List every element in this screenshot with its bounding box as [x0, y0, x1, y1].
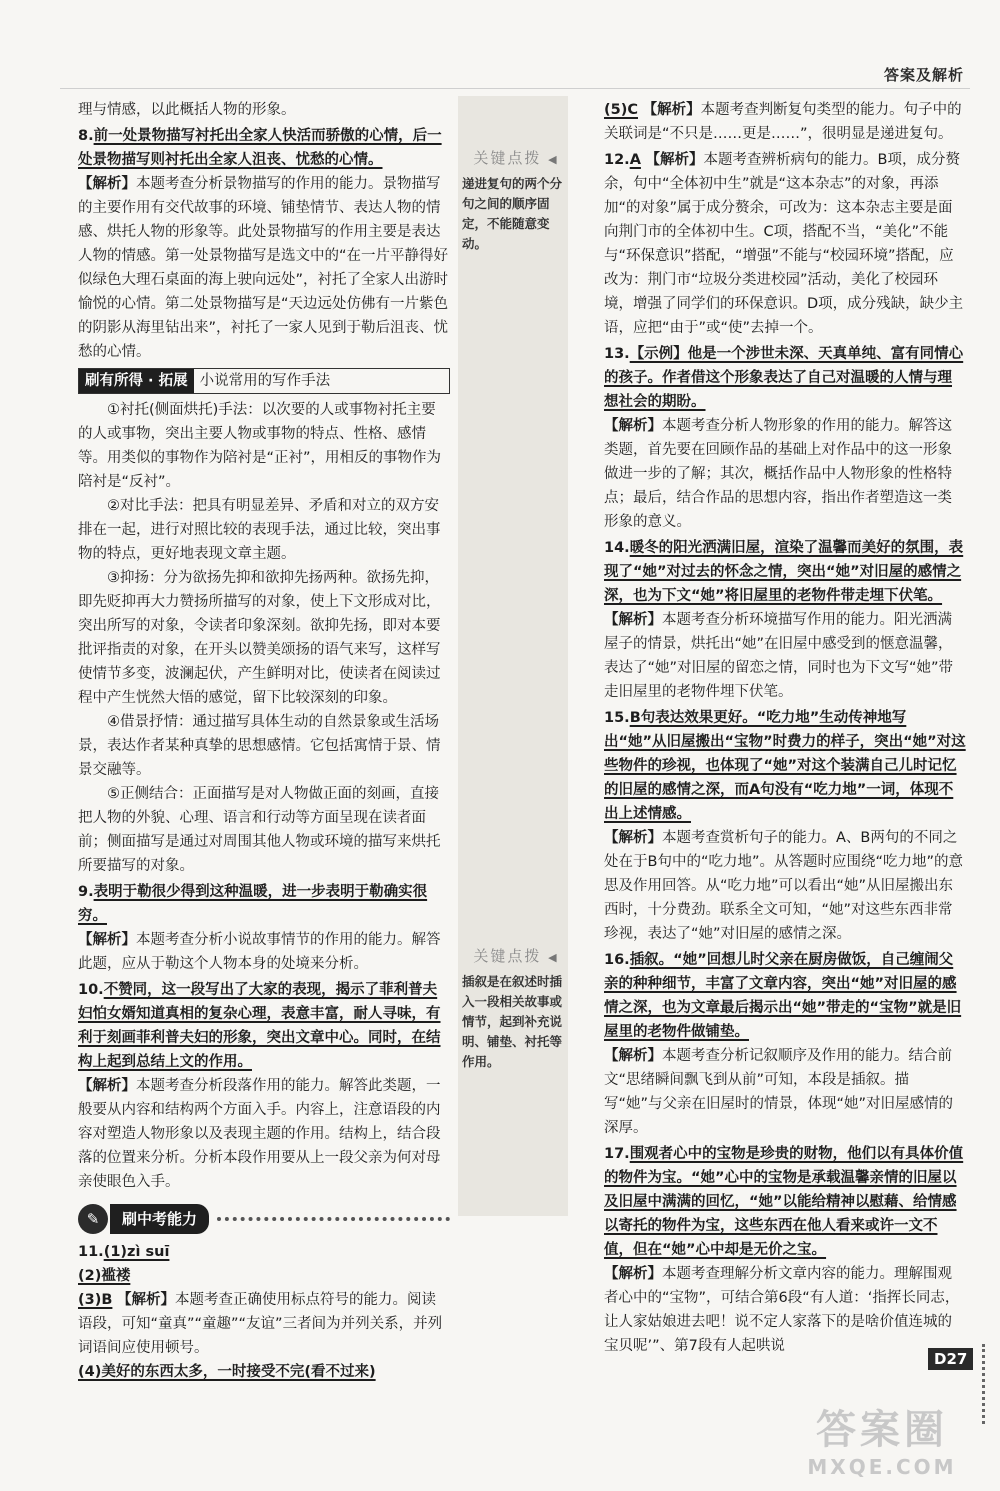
technique-3: ③抑扬：分为欲扬先抑和欲抑先扬两种。欲扬先抑，即先贬抑再大力赞扬所描写的对象，使上下文形成对比，突出所写的对象，令读者印象深刻。欲抑先扬，即对本要批评指责的对象，在开头以赞美颂扬的语气来写，这样写使情节多变，波澜起伏，产生鲜明对比，使读者在阅读过程中产生恍然大悟的感觉，留下比较深刻的印象。	[78, 570, 441, 706]
question-number: 10.	[78, 982, 104, 998]
answer-text: 暖冬的阳光洒满旧屋，渲染了温馨而美好的氛围，表现了“她”对过去的怀念之情，突出“她”对旧屋的感情之深，也为下文“她”将旧屋里的老物件带走埋下伏笔。	[604, 540, 964, 604]
analysis-label: 【解析】	[604, 830, 662, 846]
question-14	[604, 536, 966, 608]
analysis-text: 本题考查赏析句子的能力。A、B两句的不同之处在于B句中的“吃力地”。从答题时应围绕“吃力地”的意思及作用回答。从“吃力地”可以看出“她”从旧屋搬出东西时，十分费劲。联系全文可知，“她”对这些东西非常珍视，表达了“她”对旧屋的感情之深。	[604, 830, 963, 942]
side-note-title: 关键点拨	[473, 947, 542, 965]
sub-answer-2: (2)褴褛	[78, 1268, 131, 1284]
question-11	[78, 1240, 450, 1264]
analysis-9	[78, 928, 450, 976]
left-column	[78, 98, 450, 1384]
sub-answer-3	[78, 1288, 450, 1360]
banner-title: 小说常用的写作手法	[199, 373, 331, 389]
question-number: 12.	[604, 152, 630, 168]
question-number: 16.	[604, 952, 630, 968]
analysis-label: 【解析】	[78, 176, 136, 192]
sub-answer-4: (4)美好的东西太多，一时接受不完(看不过来)	[78, 1364, 376, 1380]
question-11-5	[604, 98, 966, 146]
extension-banner	[78, 368, 450, 394]
answer-text: A	[629, 152, 641, 168]
question-12	[604, 148, 966, 340]
analysis-label: 【解析】	[604, 1048, 662, 1064]
header-divider	[60, 88, 970, 89]
question-8	[78, 124, 450, 172]
analysis-label: 【解析】	[604, 1266, 662, 1282]
question-number: 9.	[78, 884, 94, 900]
pencil-icon: ✎	[78, 1204, 108, 1234]
analysis-label: 【解析】	[604, 612, 662, 628]
analysis-14	[604, 608, 966, 704]
answer-text: 【示例】他是一个涉世未深、天真单纯、富有同情心的孩子。作者借这个形象表达了自己对温暖的人情与理想社会的期盼。	[604, 346, 964, 410]
answer-text: B句表达效果更好。“吃力地”生动传神地写出“她”从旧屋搬出“宝物”时费力的样子，突出“她”对这些物件的珍视，也体现了“她”对这个装满自己儿时记忆的旧屋的感情之深，而A句没有“吃力地”一词，体现不出上述情感。	[604, 710, 966, 822]
analysis-text: 本题考查正确使用标点符号的能力。阅读语段，可知“童真”“童趣”“友谊”三者间为并列关系，并列词语间应使用顿号。	[78, 1292, 443, 1356]
continuation-text: 理与情感，以此概括人物的形象。	[78, 102, 296, 118]
analysis-16	[604, 1044, 966, 1140]
arrow-left-icon: ◀	[548, 951, 559, 964]
analysis-text: 本题考查判断复句类型的能力。句子中的关联词是“不只是……更是……”，很明显是递进复句。	[604, 102, 962, 142]
question-17	[604, 1142, 966, 1262]
analysis-text: 本题考查分析环境描写作用的能力。阳光洒满屋子的情景，烘托出“她”在旧屋中感受到的惬意温馨，表达了“她”对旧屋的留恋之情，同时也为下文写“她”带走旧屋里的老物件埋下伏笔。	[604, 612, 954, 700]
analysis-label: 【解析】	[642, 102, 701, 118]
watermark	[782, 1398, 982, 1479]
question-9	[78, 880, 450, 928]
technique-4: ④借景抒情：通过描写具体生动的自然景象或生活场景，表达作者某种真挚的思想感情。它包括寓情于景、情景交融等。	[78, 714, 441, 778]
side-note-1	[462, 148, 570, 254]
analysis-text: 本题考查分析景物描写的作用的能力。景物描写的主要作用有交代故事的环境、铺垫情节、表达人物的情感、烘托人物的形象等。此处景物描写的作用主要是表达人物的情感。第一处景物描写是选文中的“在一片平静得好似绿色大理石桌面的海上驶向远处”，衬托了全家人出游时愉悦的心情。第二处景物描写是“天边远处仿佛有一片紫色的阴影从海里钻出来”，衬托了一家人见到于勒后沮丧、忧愁的心情。	[78, 176, 449, 360]
analysis-text: 本题考查分析小说故事情节的作用的能力。解答此题，应从于勒这个人物本身的处境来分析。	[78, 932, 441, 972]
side-note-text: 递进复句的两个分句之间的顺序固定，不能随意变动。	[462, 176, 563, 251]
section-header	[78, 1204, 450, 1234]
question-number: 11.	[78, 1244, 104, 1260]
page-number: D27	[928, 1348, 973, 1370]
analysis-8	[78, 172, 450, 364]
analysis-label: 【解析】	[78, 1078, 136, 1094]
question-13	[604, 342, 966, 414]
sub-answer-3-label: (3)B	[78, 1292, 113, 1308]
side-note-title: 关键点拨	[473, 149, 542, 167]
technique-1: ①衬托(侧面烘托)手法：以次要的人或事物衬托主要的人或事物，突出主要人物或事物的特点、性格、感情等。用类似的事物作为陪衬是“正衬”，用相反的事物作为陪衬是“反衬”。	[78, 402, 442, 490]
question-number: 15.	[604, 710, 630, 726]
question-number: 8.	[78, 128, 94, 144]
question-10	[78, 978, 450, 1074]
watermark-url: MXQE.COM	[807, 1455, 957, 1479]
technique-5: ⑤正侧结合：正面描写是对人物做正面的刻画，直接把人物的外貌、心理、语言和行动等方面呈现在读者面前；侧面描写是通过对周围其他人物或环境的描写来烘托所要描写的对象。	[78, 786, 441, 874]
analysis-17	[604, 1262, 966, 1358]
section-title: 刷中考能力	[110, 1204, 209, 1234]
banner-tag: 刷有所得 · 拓展	[79, 369, 194, 393]
analysis-10	[78, 1074, 450, 1194]
question-15	[604, 706, 966, 826]
question-number: 17.	[604, 1146, 630, 1162]
arrow-left-icon: ◀	[548, 153, 559, 166]
answer-text: 围观者心中的宝物是珍贵的财物，他们以有具体价值的物件为宝。“她”心中的宝物是承载温馨亲情的旧屋以及旧屋中满满的回忆，“她”以能给精神以慰藉、给情感以寄托的物件为宝，这些东西在他人看来或许一文不值，但在“她”心中却是无价之宝。	[604, 1146, 964, 1258]
right-column	[604, 98, 966, 1358]
sub-answer-1: (1)zì suī	[103, 1244, 170, 1260]
technique-2: ②对比手法：把具有明显差异、矛盾和对立的双方安排在一起，进行对照比较的表现手法，通过比较，突出事物的特点，更好地表现文章主题。	[78, 498, 441, 562]
analysis-text: 本题考查分析段落作用的能力。解答此类题，一般要从内容和结构两个方面入手。内容上，注意语段的内容对塑造人物形象以及表现主题的作用。结构上，结合段落的位置来分析。分析本段作用要从上一段父亲为何对母亲使眼色入手。	[78, 1078, 441, 1190]
dotted-divider	[217, 1217, 450, 1221]
header-label: 答案及解析	[883, 66, 964, 84]
analysis-label: 【解析】	[645, 152, 704, 168]
answer-text: 不赞同，这一段写出了大家的表现，揭示了菲利普夫妇怕女婿知道真相的复杂心理，表意丰富，耐人寻味，有利于刻画菲利普夫妇的形象，突出文章中心。同时，在结构上起到总结上文的作用。	[78, 982, 441, 1070]
watermark-logo: 答案圈	[816, 1407, 948, 1453]
answer-text: 表明于勒很少得到这种温暖，进一步表明于勒确实很穷。	[78, 884, 428, 924]
question-number: 14.	[604, 540, 630, 556]
analysis-text: 本题考查分析记叙顺序及作用的能力。结合前文“思绪瞬间飘飞到从前”可知，本段是插叙。描写“她”与父亲在旧屋时的情景，体现“她”对旧屋感情的深厚。	[604, 1048, 954, 1136]
analysis-text: 本题考查理解分析文章内容的能力。理解围观者心中的“宝物”，可结合第6段“有人道：‘指挥长同志，让人家姑娘进去吧！说不定人家落下的是啥价值连城的宝贝呢’”、第7段有人起哄说	[604, 1266, 960, 1354]
side-note-2	[462, 946, 570, 1072]
analysis-label: 【解析】	[604, 418, 662, 434]
question-number: 13.	[604, 346, 630, 362]
analysis-15	[604, 826, 966, 946]
analysis-label: 【解析】	[78, 932, 136, 948]
analysis-13	[604, 414, 966, 534]
side-note-text: 插叙是在叙述时插入一段相关故事或情节，起到补充说明、铺垫、衬托等作用。	[462, 974, 563, 1069]
answer-text: 插叙。“她”回想儿时父亲在厨房做饭，自己缠闹父亲的种种细节，丰富了文章内容，突出“她”对旧屋的感情之深，也为文章最后揭示出“她”带走的“宝物”就是旧屋里的老物件做铺垫。	[604, 952, 962, 1040]
question-16	[604, 948, 966, 1044]
analysis-text: 本题考查分析人物形象的作用的能力。解答这类题，首先要在回顾作品的基础上对作品中的这一形象做进一步的了解；其次，概括作品中人物形象的性格特点；最后，结合作品的思想内容，指出作者塑造这一类形象的意义。	[604, 418, 952, 530]
analysis-label: 【解析】	[117, 1292, 176, 1308]
analysis-text: 本题考查辨析病句的能力。B项，成分赘余，句中“全体初中生”就是“这本杂志”的对象，再添加“的对象”属于成分赘余，可改为：这本杂志主要是面向荆门市的全体初中生。C项，搭配不当，“美化”不能与“环保意识”搭配，“增强”不能与“校园环境”搭配，应改为：荆门市“垃圾分类进校园”活动，美化了校园环境，增强了同学们的环保意识。D项，成分残缺，缺少主语，应把“由于”或“使”去掉一个。	[604, 152, 964, 336]
sub-answer-5-label: (5)C	[604, 102, 638, 118]
page-edge-dots	[982, 1344, 989, 1424]
answer-text: 前一处景物描写衬托出全家人快活而骄傲的心情，后一处景物描写则衬托出全家人沮丧、忧愁的心情。	[78, 128, 442, 168]
